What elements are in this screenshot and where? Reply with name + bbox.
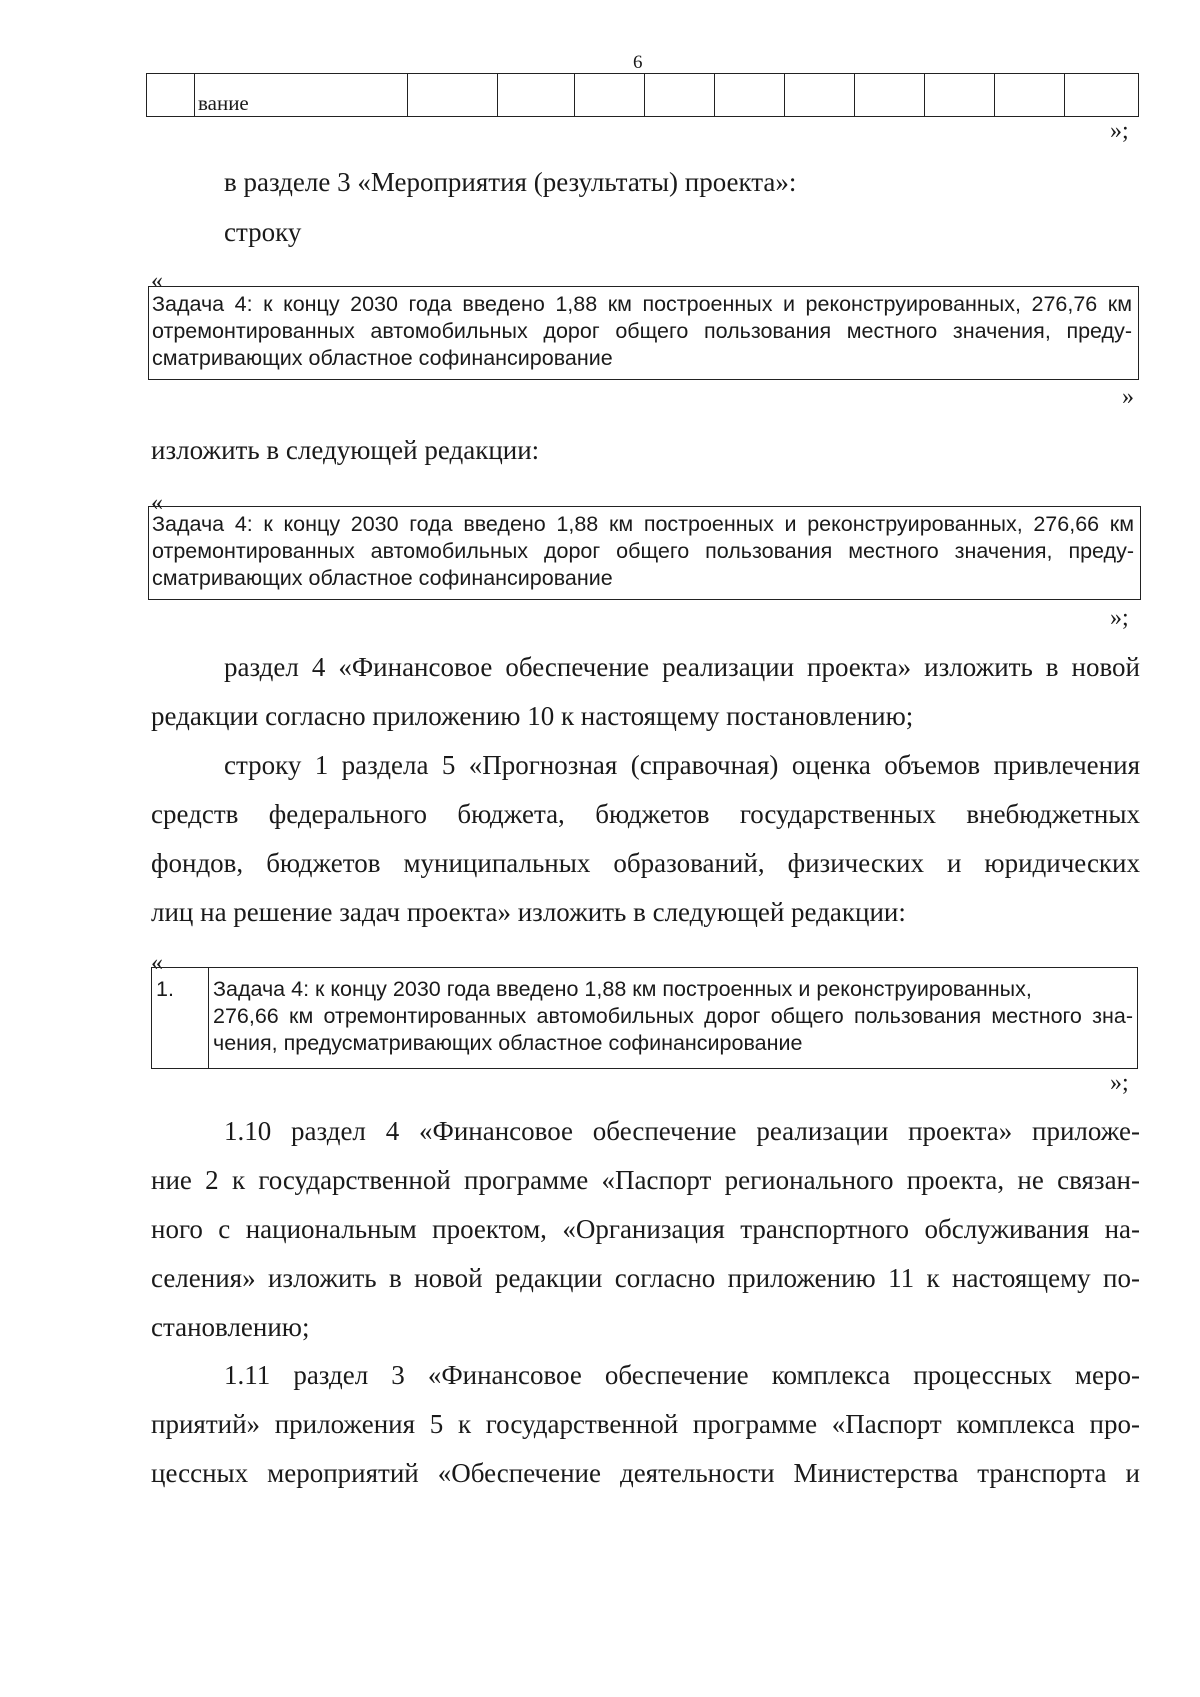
row1-para-line: фондов, бюджетов муниципальных образований, физических и юридических — [151, 848, 1140, 878]
row-task-cell — [209, 968, 1138, 1069]
opening-quote: « — [151, 490, 163, 516]
item-1-10-line: 1.10 раздел 4 «Финансовое обеспечение реализации проекта» приложе- — [224, 1116, 1140, 1146]
item-1-10-line: селения» изложить в новой редакции согласно приложению 11 к настоящему по- — [151, 1263, 1140, 1293]
task-row-table — [151, 967, 1138, 1069]
new-task-line: Задача 4: к концу 2030 года введено 1,88 км построенных и реконструированных, 276,66 км — [152, 512, 1134, 536]
old-task-line: сматривающих областное софинансирование — [152, 346, 613, 370]
row-task-line: чения, предусматривающих областное софинансирование — [213, 1031, 803, 1055]
old-task-line: отремонтированных автомобильных дорог общего пользования местного значения, преду- — [152, 319, 1132, 343]
closing-quote: »; — [1110, 1070, 1129, 1096]
row1-para-line: строку 1 раздела 5 «Прогнозная (справочная) оценка объемов привлечения — [224, 750, 1140, 780]
opening-quote: « — [151, 950, 163, 976]
row-task-line: Задача 4: к концу 2030 года введено 1,88 км построенных и реконструированных, — [213, 977, 1032, 1001]
page-number: 6 — [633, 52, 643, 73]
closing-quote: »; — [1110, 605, 1129, 631]
row1-para-line: лиц на решение задач проекта» изложить в следующей редакции: — [151, 897, 906, 927]
opening-quote: « — [151, 268, 163, 294]
table-row — [147, 74, 1139, 117]
item-1-11-line: 1.11 раздел 3 «Финансовое обеспечение комплекса процессных меро- — [224, 1360, 1140, 1390]
item-1-10-line: ного с национальным проектом, «Организация транспортного обслуживания на- — [151, 1214, 1140, 1244]
table-cell-text: вание — [195, 74, 408, 117]
closing-quote: » — [1122, 384, 1134, 410]
section3-intro: в разделе 3 «Мероприятия (результаты) проекта»: — [224, 167, 797, 197]
row-task-line: 276,66 км отремонтированных автомобильных дорог общего пользования местного зна- — [213, 1004, 1133, 1028]
section4-para-line: редакции согласно приложению 10 к настоящему постановлению; — [151, 701, 914, 731]
new-task-box — [148, 506, 1141, 600]
new-task-line: отремонтированных автомобильных дорог общего пользования местного значения, преду- — [152, 539, 1134, 563]
item-1-10-line: ние 2 к государственной программе «Паспорт регионального проекта, не связан- — [151, 1165, 1140, 1195]
table-row — [152, 968, 1138, 1069]
row1-para-line: средств федерального бюджета, бюджетов государственных внебюджетных — [151, 799, 1140, 829]
row-number: 1. — [152, 968, 209, 1069]
restate-text: изложить в следующей редакции: — [151, 435, 540, 465]
section4-para-line: раздел 4 «Финансовое обеспечение реализации проекта» изложить в новой — [224, 652, 1140, 682]
item-1-11-line: приятий» приложения 5 к государственной программе «Паспорт комплекса про- — [151, 1409, 1140, 1439]
new-task-line: сматривающих областное софинансирование — [152, 566, 613, 590]
closing-quote: »; — [1110, 118, 1129, 144]
old-task-box — [148, 286, 1139, 380]
old-task-line: Задача 4: к концу 2030 года введено 1,88 км построенных и реконструированных, 276,76 км — [152, 292, 1132, 316]
item-1-11-line: цессных мероприятий «Обеспечение деятельности Министерства транспорта и — [151, 1458, 1140, 1488]
item-1-10-line: становлению; — [151, 1312, 310, 1342]
table-fragment-top — [146, 73, 1139, 117]
row-label: строку — [224, 217, 302, 247]
